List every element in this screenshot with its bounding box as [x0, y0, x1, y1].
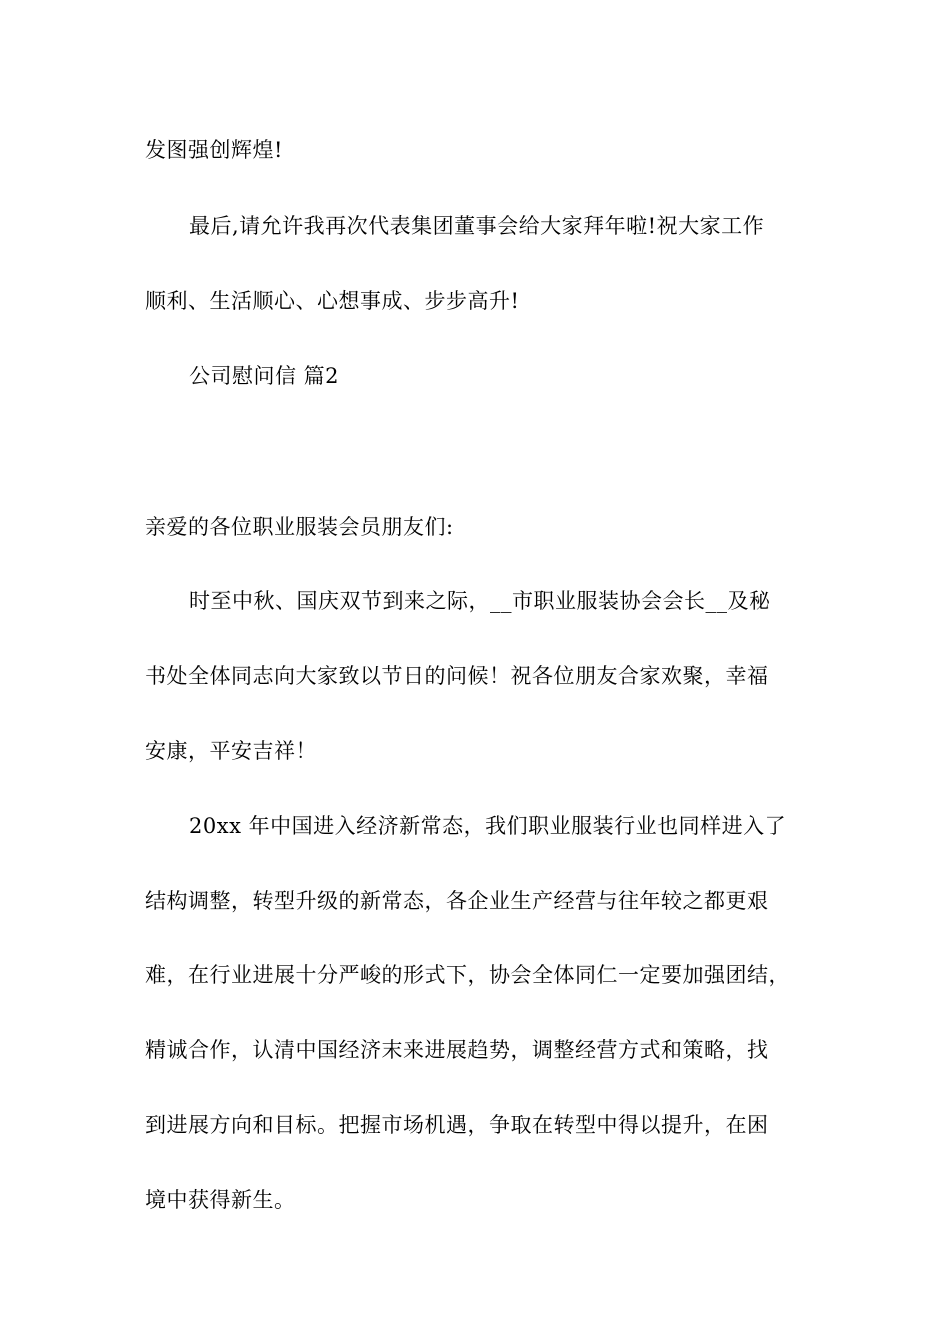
paragraph-line: 难，在行业进展十分严峻的形式下，协会全体同仁一定要加强团结， [145, 963, 790, 987]
paragraph-line: 境中获得新生。 [145, 1188, 296, 1212]
salutation: 亲爱的各位职业服装会员朋友们: [145, 515, 454, 539]
paragraph-line: 最后,请允许我再次代表集团董事会给大家拜年啦!祝大家工作 [189, 214, 765, 238]
paragraph-line: 20xx 年中国进入经济新常态，我们职业服装行业也同样进入了 [189, 814, 787, 838]
paragraph-line: 时至中秋、国庆双节到来之际，__市职业服装协会会长__及秘 [189, 589, 771, 613]
paragraph-line: 书处全体同志向大家致以节日的问候！祝各位朋友合家欢聚，幸福 [145, 664, 769, 688]
paragraph-line: 结构调整，转型升级的新常态，各企业生产经营与往年较之都更艰 [145, 889, 769, 913]
paragraph-line: 精诚合作，认清中国经济末来进展趋势，调整经营方式和策略，找 [145, 1038, 769, 1062]
paragraph-line: 发图强创辉煌! [145, 138, 283, 162]
section-heading: 公司慰问信 篇2 [189, 364, 340, 388]
paragraph-line: 安康，平安吉祥！ [145, 739, 317, 763]
paragraph-line: 顺利、生活顺心、心想事成、步步高升! [145, 289, 520, 313]
paragraph-line: 到进展方向和目标。把握市场机遇，争取在转型中得以提升，在困 [145, 1113, 769, 1137]
